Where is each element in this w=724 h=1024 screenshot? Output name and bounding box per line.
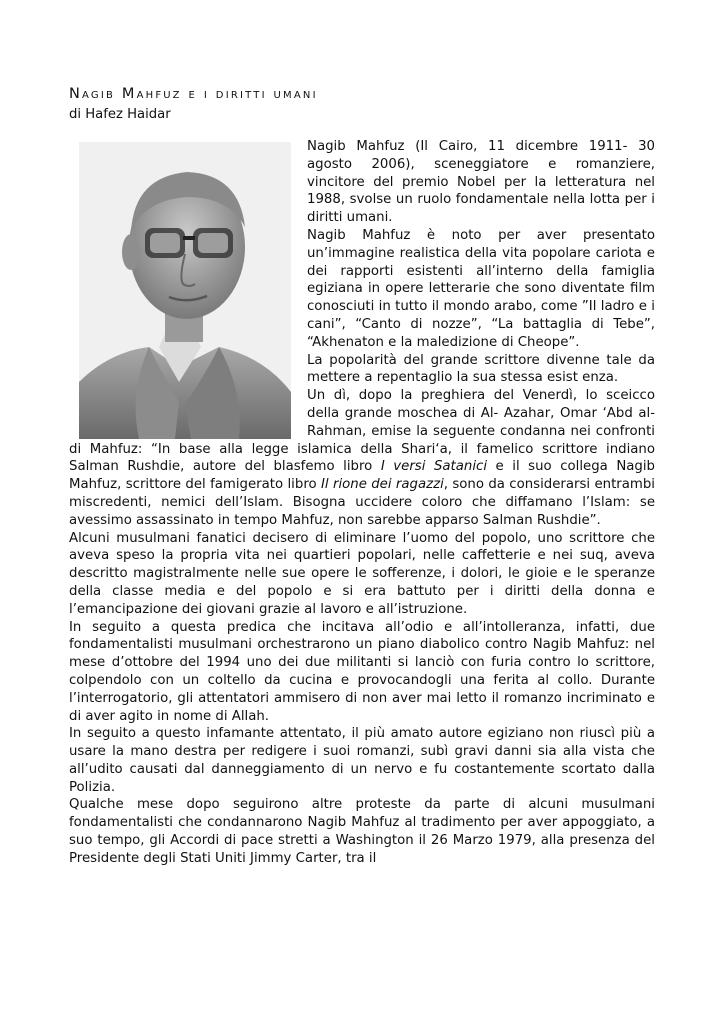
paragraph-7: In seguito a questo infamante attentato, il più amato autore egiziano non riuscì più a usare la mano destra per redigere i suoi romanzi, subì gravi danni sia alla vista che all’udito causati dal danneggiamento di un nervo e fu costantemente scortato dalla Polizia. xyxy=(69,726,655,795)
portrait-photo-icon xyxy=(79,142,291,439)
book-title-versi-satanici: I versi Satanici xyxy=(380,459,488,475)
book-title-rione-ragazzi: Il rione dei ragazzi xyxy=(321,477,444,493)
article xyxy=(69,85,655,868)
paragraph-1: Nagib Mahfuz (Il Cairo, 11 dicembre 1911- 30 agosto 2006), sceneggiatore e romanziere, vincitore del premio Nobel per la letteratura nel 1988, svolse un ruolo fondamentale nella lotta per i diritti umani. xyxy=(307,139,655,226)
author-portrait-photo xyxy=(79,142,291,439)
paragraph-6: In seguito a questa predica che incitava all’odio e all’intolleranza, infatti, due fondamentalisti musulmani orchestrarono un piano diabolico contro Nagib Mahfuz: nel mese d’ottobre del 1994 uno dei due militanti si lanciò con furia contro lo scrittore, colpendolo con un coltello da cucina e provocandogli una ferita al collo. Durante l’interrogatorio, gli attentatori ammisero di non aver mai letto il romanzo incriminato e di aver agito in nome di Allah. xyxy=(69,619,655,724)
paragraph-4-part-c: , sono da considerarsi entrambi miscredenti, nemici dell’Islam. Bisogna uccidere coloro che diffamano l’Islam: se avessimo assassinato in tempo Mahfuz, non sarebbe apparso Salman Rushdie”. xyxy=(69,477,655,528)
paragraph-4-part-b: e il suo collega Nagib Mahfuz, scrittore del famigerato libro xyxy=(69,459,655,493)
paragraph-5: Alcuni musulmani fanatici decisero di eliminare l’uomo del popolo, uno scrittore che aveva speso la propria vita nei quartieri popolari, nelle caffetterie e nei suq, aveva descritto magistralmente nelle sue opere le sofferenze, i dolori, le gioie e le speranze della classe media e del popolo e si era battuto per i diritti della donna e l’emancipazione dei giovani grazie al lavoro e all’istruzione. xyxy=(69,530,655,617)
article-title: Nagib Mahfuz e i diritti umani xyxy=(69,86,318,102)
paragraph-2: Nagib Mahfuz è noto per aver presentato un’immagine realistica della vita popolare cariota e dei rapporti esistenti all’interno della famiglia egiziana in opere letterarie che sono diventate film conosciuti in tutto il mondo arabo, come ”Il ladro e i cani”, “Canto di nozze”, “La battaglia di Tebe”, “Akhenaton e la maledizione di Cheope”. xyxy=(307,227,655,350)
paragraph-3: La popolarità del grande scrittore divenne tale da mettere a repentaglio la sua stessa esist enza. xyxy=(307,352,655,386)
paragraph-4-part-a: Un dì, dopo la preghiera del Venerdì, lo sceicco della grande moschea di Al- Azahar, Omar ‘Abd al- Rahman, emise la seguente condanna nei confronti di Mahfuz: “In base alla legge islamica della Shari‘a, il famelico scrittore indiano Salman Rushdie, autore del blasfemo libro xyxy=(69,388,655,475)
article-byline: di Hafez Haidar xyxy=(69,107,171,122)
paragraph-8: Qualche mese dopo seguirono altre proteste da parte di alcuni musulmani fondamentalisti che condannarono Nagib Mahfuz al tradimento per aver appoggiato, a suo tempo, gli Accordi di pace stretti a Washington il 26 Marzo 1979, alla presenza del Presidente degli Stati Uniti Jimmy Carter, tra il xyxy=(69,797,655,866)
